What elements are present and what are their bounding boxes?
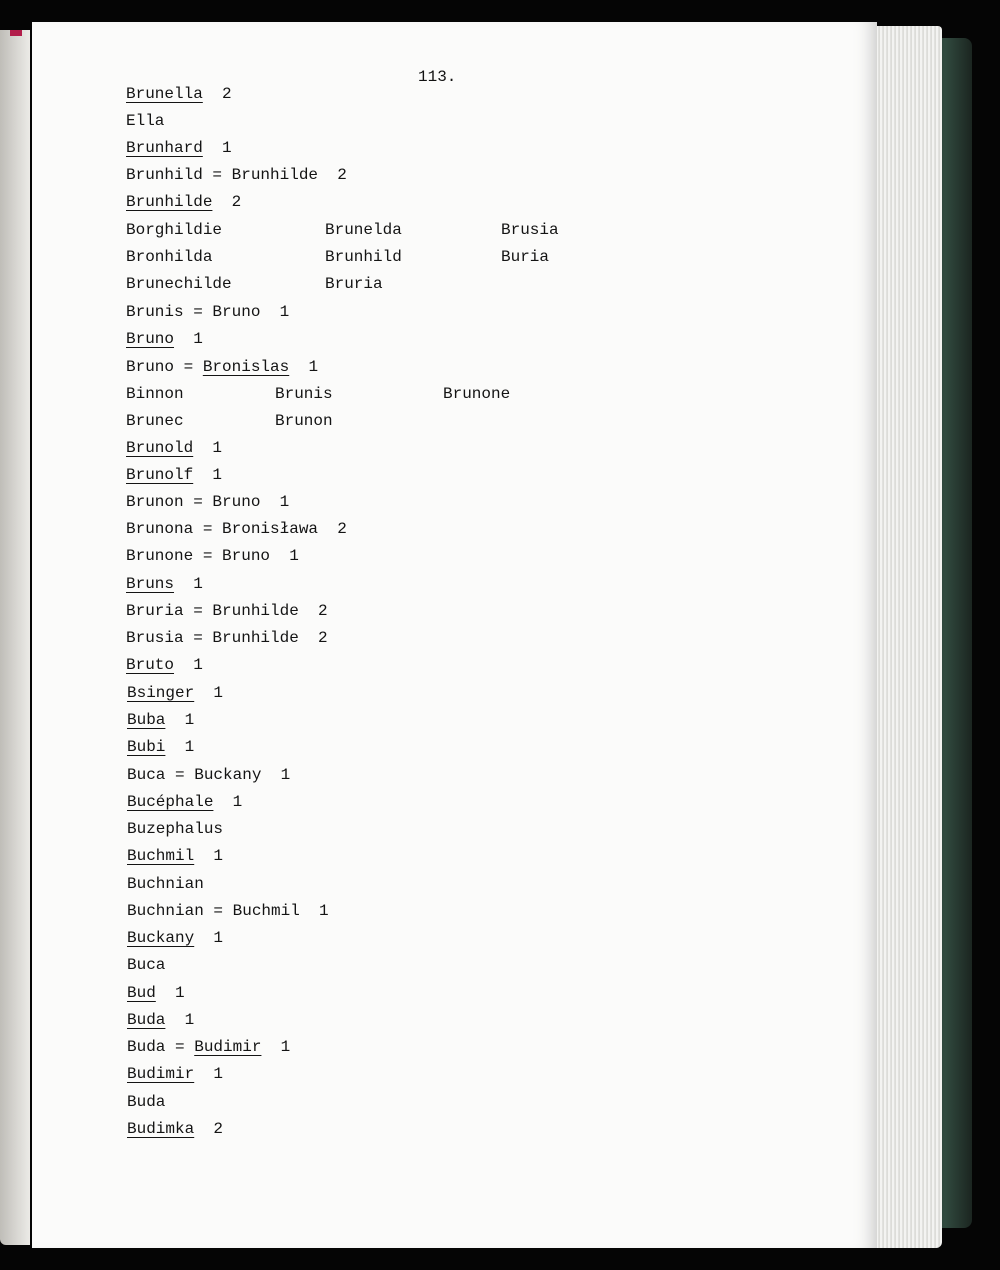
entry-count: 1 (165, 1011, 195, 1029)
entry-headword: Bruns (126, 575, 175, 593)
entry-count: 1 (194, 847, 224, 865)
page-number: 113. (418, 68, 457, 86)
entry-headword: Brunold (126, 439, 194, 457)
variant-col-1: Brunechilde (126, 275, 232, 293)
index-entry: Brunone = Bruno 1 (126, 547, 299, 565)
entry-headword: Bruto (126, 656, 175, 674)
entry-headword: Bsinger (127, 684, 195, 702)
entry-headword: Bud (127, 984, 156, 1002)
entry-prefix: Buda = (127, 1038, 195, 1056)
index-entry: Buda (127, 1093, 166, 1111)
entry-headword: Buchmil (127, 847, 195, 865)
entry-count: 1 (155, 984, 185, 1002)
entry-headword: Budimka (127, 1120, 195, 1138)
index-entry (127, 1119, 223, 1139)
index-entry (126, 655, 203, 675)
index-entry (126, 438, 222, 458)
index-entry: Bruria = Brunhilde 2 (126, 602, 328, 620)
index-entry (127, 792, 242, 812)
entry-count: 1 (165, 711, 195, 729)
entry-count: 1 (174, 656, 203, 674)
index-entry (127, 1064, 223, 1084)
index-entry (126, 192, 241, 212)
variant-col-2: Brunon (275, 412, 333, 430)
variant-col-2: Brunelda (325, 221, 402, 239)
entry-count: 1 (213, 793, 243, 811)
index-entry (126, 138, 232, 158)
page-stack-edge (872, 26, 942, 1248)
index-entry (126, 465, 222, 485)
index-entry: Brunon = Bruno 1 (126, 493, 290, 511)
entry-headword: Bucéphale (127, 793, 214, 811)
entry-count: 1 (194, 684, 224, 702)
entry-headword: Budimir (194, 1038, 262, 1056)
index-entry (126, 84, 232, 104)
variant-col-1: Binnon (126, 385, 184, 403)
entry-prefix: Bruno = (126, 358, 203, 376)
entry-count: 1 (174, 330, 203, 348)
entry-headword: Brunhard (126, 139, 203, 157)
variant-col-1: Brunec (126, 412, 184, 430)
index-entry (127, 683, 223, 703)
entry-count: 2 (212, 193, 242, 211)
entry-count: 1 (174, 575, 203, 593)
variant-col-3: Buria (501, 248, 550, 266)
index-entry: Brusia = Brunhilde 2 (126, 629, 328, 647)
variant-col-3: Brusia (501, 221, 559, 239)
entry-count: 2 (194, 1120, 224, 1138)
entry-headword: Buckany (127, 929, 195, 947)
entry-headword: Buda (127, 1011, 166, 1029)
index-entry (126, 329, 203, 349)
entry-headword: Brunhilde (126, 193, 213, 211)
index-entry: Ella (126, 112, 165, 130)
entry-headword: Bubi (127, 738, 166, 756)
entry-count: 1 (194, 1065, 224, 1083)
index-entry (127, 710, 194, 730)
entry-count: 1 (165, 738, 195, 756)
entry-headword: Brunella (126, 85, 203, 103)
entry-count: 1 (261, 1038, 291, 1056)
variant-col-2: Brunis (275, 385, 333, 403)
index-entry (127, 983, 185, 1003)
left-page-edge (0, 30, 30, 1245)
entry-headword: Buba (127, 711, 166, 729)
entry-headword: Brunolf (126, 466, 194, 484)
entry-headword: Bronislas (202, 358, 290, 376)
index-entry (127, 1037, 290, 1057)
index-entry: Brunis = Bruno 1 (126, 303, 290, 321)
index-entry: Brunona = Bronisława 2 (126, 520, 347, 538)
variant-col-3: Brunone (443, 385, 511, 403)
index-entry (127, 1010, 194, 1030)
variant-col-1: Borghildie (126, 221, 223, 239)
variant-col-2: Brunhild (325, 248, 402, 266)
entry-headword: Bruno (126, 330, 175, 348)
book-page (32, 22, 877, 1248)
entry-count: 1 (202, 139, 232, 157)
entry-count: 2 (202, 85, 232, 103)
index-entry: Buzephalus (127, 820, 224, 838)
index-entry: Buchnian = Buchmil 1 (127, 902, 329, 920)
index-entry: Buca (127, 956, 166, 974)
index-entry (127, 846, 223, 866)
index-entry: Buca = Buckany 1 (127, 766, 291, 784)
entry-count: 1 (193, 466, 223, 484)
entry-count: 1 (193, 439, 223, 457)
index-entry: Buchnian (127, 875, 204, 893)
index-entry (126, 357, 318, 377)
index-entry (127, 737, 194, 757)
entry-count: 1 (289, 358, 319, 376)
variant-col-2: Bruria (325, 275, 383, 293)
variant-col-1: Bronhilda (126, 248, 213, 266)
entry-count: 1 (194, 929, 224, 947)
index-entry (126, 574, 203, 594)
entry-headword: Budimir (127, 1065, 195, 1083)
index-entry (127, 928, 223, 948)
index-entry: Brunhild = Brunhilde 2 (126, 166, 347, 184)
